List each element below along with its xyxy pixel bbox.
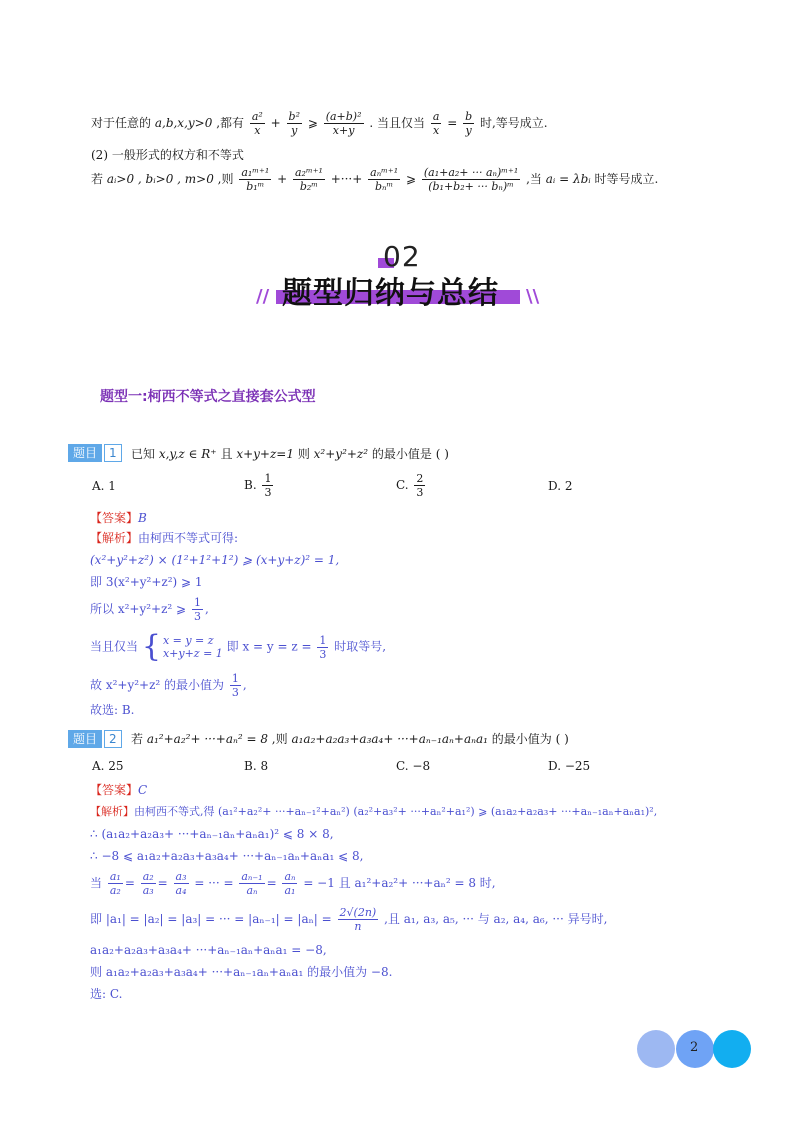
numerator: 1 [193, 596, 201, 609]
denominator: x+y [332, 124, 355, 137]
q1-analysis-7: 故选: B. [90, 703, 135, 717]
answer-value: B [138, 511, 147, 525]
denominator: b₁ᵐ [246, 180, 265, 193]
fraction [287, 110, 302, 137]
text: 当且仅当 [90, 639, 139, 654]
denominator: y [465, 124, 472, 137]
row: x = y = z [162, 634, 214, 647]
q2-answer [90, 782, 147, 798]
numerator: a₁ᵐ⁺¹ [241, 166, 270, 179]
math: x,y,z ∈ R⁺ [158, 447, 217, 461]
text: . 当且仅当 [369, 116, 425, 130]
fraction [192, 596, 203, 623]
fraction [262, 472, 273, 499]
section-number: 02 [383, 240, 421, 273]
text: C. [396, 478, 409, 492]
text: 对于任意的 [91, 116, 152, 130]
q2-analysis-2: ∴ (a₁a₂+a₂a₃+ ···+aₙ₋₁aₙ+aₙa₁)² ⩽ 8 × 8, [90, 827, 334, 841]
fraction [230, 672, 241, 699]
q2-option-b: B. 8 [244, 759, 269, 773]
q2-analysis-7: 则 a₁a₂+a₂a₃+a₃a₄+ ···+aₙ₋₁aₙ+aₙa₁ 的最小值为 −8. [90, 965, 393, 979]
denominator: a₃ [142, 884, 154, 897]
answer-label: 【答案】 [90, 783, 139, 797]
text: B. [244, 478, 257, 492]
page-circle-right [713, 1030, 751, 1068]
row: x+y+z = 1 [162, 647, 223, 660]
section-title: 题型归纳与总结 [282, 276, 499, 311]
denominator: x [254, 124, 261, 137]
text: 且 [220, 447, 233, 461]
tag-number: 2 [104, 730, 122, 748]
page-number: 2 [690, 1040, 699, 1055]
operator: + [270, 116, 281, 130]
math: aᵢ = λbᵢ [545, 172, 591, 186]
text: 时,等号成立. [479, 116, 548, 130]
q1-answer [90, 510, 147, 526]
text: 故 x²+y²+z² 的最小值为 [90, 678, 225, 692]
fraction [368, 166, 400, 193]
numerator: a₂ [142, 870, 154, 883]
fraction [324, 110, 364, 137]
system-brace: { x = y = z x+y+z = 1 [141, 629, 223, 664]
denominator: bₙᵐ [375, 180, 394, 193]
q1-analysis-6 [90, 672, 247, 699]
text: = −1 且 a₁²+a₂²+ ···+aₙ² = 8 时, [303, 876, 496, 890]
q1-option-c [396, 472, 427, 499]
numerator: a [432, 110, 440, 123]
math: aᵢ>0 , bᵢ>0 , m>0 [106, 172, 214, 186]
q2-analysis-6: a₁a₂+a₂a₃+a₃a₄+ ···+aₙ₋₁aₙ+aₙa₁ = −8, [90, 943, 327, 957]
denominator: 3 [319, 647, 327, 661]
text: 时等号成立. [594, 172, 659, 186]
fraction [414, 472, 425, 499]
q1-option-b [244, 472, 275, 499]
section-slash-left: // [256, 286, 270, 307]
q1-analysis-4 [90, 596, 209, 623]
denominator: x [432, 124, 440, 137]
text: 由柯西不等式可得: [138, 531, 239, 545]
numerator: (a₁+a₂+ ··· aₙ)ᵐ⁺¹ [423, 166, 519, 179]
numerator: 2√(2n) [339, 906, 377, 919]
q2-analysis-1 [90, 804, 657, 820]
denominator: y [291, 124, 298, 137]
q1-option-a: A. 1 [92, 479, 116, 493]
math: x²+y²+z² [313, 447, 369, 461]
operator: ⩾ [405, 172, 417, 186]
text: , [204, 602, 209, 616]
intro-line-3: 若 aᵢ>0 , bᵢ>0 , m>0 ,则 $\frac{\text{a₁ᵐ⁺¹}}{\text{b₁ᵐ}}$ + $\frac{\text{a₂ᵐ⁺¹}}{\text{b₂ᵐ}}$ +···+ $\frac{\text{aₙᵐ⁺¹}}{\text{bₙᵐ}}$ ⩾ $\frac{\text{(a₁+a₂+ ··· aₙ)ᵐ⁺¹}}{\text{(b₁+b₂+ ··· bₙ)ᵐ}}$ ,当 aᵢ = λbᵢ 时等号成立. [91, 166, 659, 193]
denominator: 3 [416, 486, 424, 499]
numerator: 2 [416, 472, 424, 485]
denominator: n [354, 920, 362, 933]
q2-analysis-8: 选: C. [90, 987, 123, 1001]
denominator: aₙ [246, 884, 258, 897]
analysis-label: 【解析】 [90, 805, 134, 818]
fraction [293, 166, 325, 193]
numerator: a² [251, 110, 263, 123]
q2-analysis-5 [90, 906, 607, 933]
numerator: aₙ [284, 870, 296, 883]
denominator: a₄ [175, 884, 187, 897]
type-heading: 题型一:柯西不等式之直接套公式型 [100, 389, 316, 405]
text: 即 x = y = z = [226, 639, 312, 654]
text: ,则 [271, 732, 288, 746]
fraction [174, 870, 189, 897]
numerator: a₃ [175, 870, 187, 883]
q2-option-d: D. −25 [548, 759, 591, 773]
q1-analysis-5 [90, 629, 387, 664]
text: 已知 [131, 447, 156, 461]
numerator: a₁ [109, 870, 121, 883]
operator: ⩾ [307, 116, 318, 130]
q1-stem [131, 446, 449, 462]
text: 若 [91, 172, 104, 186]
text: 由柯西不等式,得 (a₁²+a₂²+ ···+aₙ₋₁²+aₙ²) (a₂²+a₃²+ ···+aₙ²+a₁²) ⩾ (a₁a₂+a₂a₃+ ···+aₙ₋₁aₙ+aₙa₁)², [134, 805, 658, 818]
text: ,都有 [216, 116, 245, 130]
tag-label: 题目 [68, 444, 102, 462]
answer-value: C [138, 783, 148, 797]
operator: = [447, 116, 458, 130]
math: a₁a₂+a₂a₃+a₃a₄+ ···+aₙ₋₁aₙ+aₙa₁ [291, 732, 488, 746]
numerator: a₂ᵐ⁺¹ [294, 166, 323, 179]
denominator: a₁ [284, 884, 296, 897]
fraction [239, 166, 271, 193]
fraction [250, 110, 265, 137]
text: ,当 [526, 172, 542, 186]
fraction [422, 166, 520, 193]
numerator: 1 [231, 672, 239, 685]
denominator: (b₁+b₂+ ··· bₙ)ᵐ [428, 180, 514, 193]
text: 的最小值是 ( ) [371, 447, 449, 461]
fraction [282, 870, 297, 897]
denominator: 3 [264, 486, 272, 499]
tag-number: 1 [104, 444, 122, 462]
text: 时取等号, [334, 639, 387, 654]
text: ,则 [217, 172, 234, 186]
q2-analysis-4: 当 $\frac{\text{a₁}}{\text{a₂}}$ = $\frac{\text{a₂}}{\text{a₃}}$ = $\frac{\text{a₃}}{\text{a₄}}$ = ··· = $\frac{\text{aₙ₋₁}}{\text{aₙ}}$ = $\frac{\text{aₙ}}{\text{a₁}}$ = −1 且 a₁²+a₂²+ ···+aₙ² = 8 时, [90, 870, 496, 897]
text: ,且 a₁, a₃, a₅, ··· 与 a₂, a₄, a₆, ··· 异号时, [384, 912, 608, 926]
q1-option-d: D. 2 [548, 479, 573, 493]
text: 当 [90, 876, 103, 890]
analysis-label: 【解析】 [90, 531, 139, 545]
answer-label: 【答案】 [90, 511, 139, 525]
page-circle-left [637, 1030, 675, 1068]
fraction [239, 870, 264, 897]
q1-analysis-1 [90, 530, 238, 546]
text: 若 [131, 732, 144, 746]
question-tag [68, 730, 122, 748]
q1-analysis-2: (x²+y²+z²) × (1²+1²+1²) ⩾ (x+y+z)² = 1, [90, 553, 340, 567]
numerator: aₙᵐ⁺¹ [370, 166, 399, 179]
q1-analysis-3: 即 3(x²+y²+z²) ⩾ 1 [90, 575, 203, 589]
text: 所以 x²+y²+z² ⩾ [90, 602, 187, 616]
numerator: 1 [319, 633, 327, 647]
tag-label: 题目 [68, 730, 102, 748]
intro-line-1 [91, 110, 548, 137]
numerator: aₙ₋₁ [241, 870, 263, 883]
denominator: 3 [193, 610, 201, 623]
q2-stem [131, 731, 569, 747]
denominator: a₂ [109, 884, 121, 897]
math: x+y+z=1 [236, 447, 294, 461]
fraction [338, 906, 379, 933]
text: , [242, 678, 247, 692]
math: a,b,x,y>0 [154, 116, 213, 130]
operator: +···+ [330, 172, 363, 186]
numerator: b² [288, 110, 300, 123]
denominator: 3 [231, 686, 239, 699]
text: 即 |a₁| = |a₂| = |a₃| = ··· = |aₙ₋₁| = |aₙ| = [90, 912, 332, 926]
fraction [108, 870, 123, 897]
fraction [463, 110, 474, 137]
fraction [141, 870, 156, 897]
math: a₁²+a₂²+ ···+aₙ² = 8 [146, 732, 268, 746]
numerator: (a+b)² [325, 110, 362, 123]
q2-option-c: C. −8 [396, 759, 431, 773]
q2-option-a: A. 25 [92, 759, 124, 773]
numerator: 1 [264, 472, 272, 485]
section-slash-right: \\ [526, 286, 540, 307]
text: 则 [297, 447, 310, 461]
numerator: b [465, 110, 473, 123]
intro-line-2: (2) 一般形式的权方和不等式 [91, 148, 244, 162]
denominator: b₂ᵐ [299, 180, 319, 193]
q2-analysis-3: ∴ −8 ⩽ a₁a₂+a₂a₃+a₃a₄+ ···+aₙ₋₁aₙ+aₙa₁ ⩽ 8, [90, 849, 364, 863]
fraction [431, 110, 442, 137]
text: 的最小值为 ( ) [491, 732, 569, 746]
fraction [317, 634, 328, 661]
question-tag [68, 444, 122, 462]
operator: = ··· = [194, 876, 234, 890]
